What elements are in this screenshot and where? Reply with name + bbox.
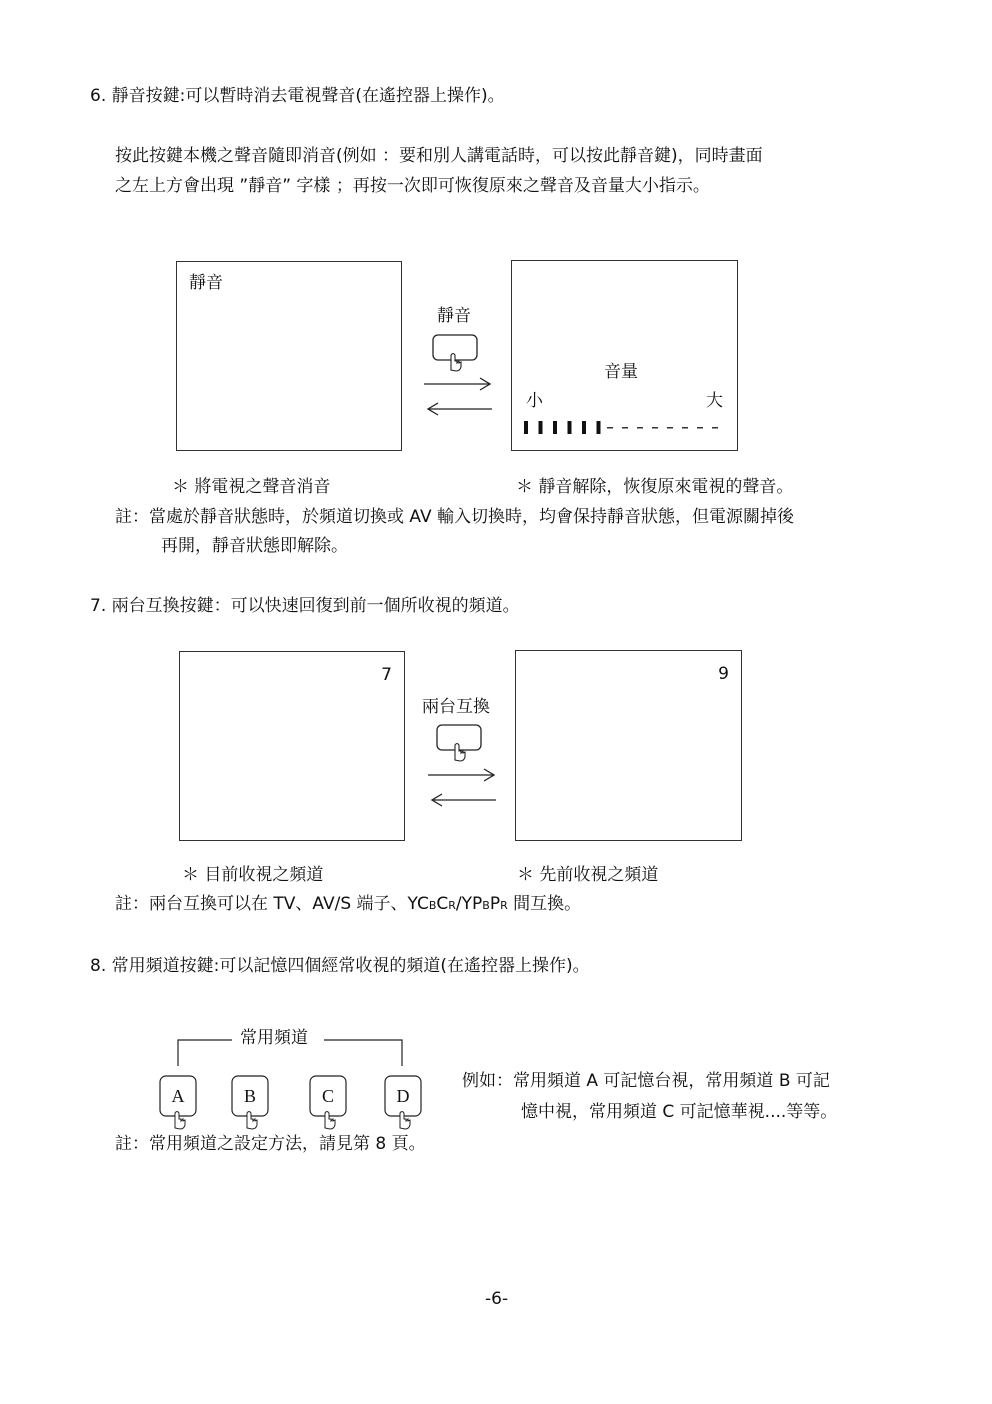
favorite-button-c[interactable] bbox=[309, 1075, 347, 1127]
note-text: 註：兩台互換可以在 TV、AV/S 端子、YC bbox=[115, 894, 429, 914]
tv-screen-volume bbox=[511, 260, 738, 451]
mute-button-icon[interactable] bbox=[432, 334, 482, 374]
note-sub: B bbox=[428, 899, 437, 912]
tv-screen-muted bbox=[176, 261, 402, 451]
volume-segment-empty bbox=[652, 427, 658, 429]
caption-current-channel: ＊ 目前收視之頻道 bbox=[182, 865, 324, 885]
volume-max-label: 大 bbox=[706, 391, 723, 411]
swap-arrows-icon bbox=[428, 767, 498, 807]
caption-mute-on: ＊ 將電視之聲音消音 bbox=[172, 477, 331, 497]
mute-button-label: 靜音 bbox=[437, 306, 471, 326]
volume-segment-empty bbox=[712, 427, 718, 429]
volume-title: 音量 bbox=[604, 362, 638, 382]
favorite-button-label: D bbox=[396, 1086, 410, 1106]
favorite-button-d[interactable] bbox=[384, 1075, 422, 1127]
volume-segment-empty bbox=[607, 427, 613, 429]
favorite-group-label: 常用頻道 bbox=[240, 1028, 308, 1048]
note-sub: R bbox=[500, 899, 508, 912]
volume-segment-filled bbox=[582, 421, 586, 434]
note-text: 間互換。 bbox=[507, 894, 582, 914]
section7-heading: 7. 兩台互換按鍵：可以快速回復到前一個所收視的頻道。 bbox=[90, 596, 520, 616]
page-number: -6- bbox=[485, 1289, 509, 1309]
volume-segment-filled bbox=[539, 421, 543, 434]
volume-segment-filled bbox=[553, 421, 557, 434]
favorite-button-b[interactable] bbox=[231, 1075, 269, 1127]
section8-example-line2: 憶中視，常用頻道 C 可記憶華視....等等。 bbox=[521, 1102, 838, 1122]
note-text: P bbox=[489, 894, 501, 914]
section8-example-line1: 例如：常用頻道 A 可記憶台視，常用頻道 B 可記 bbox=[462, 1071, 830, 1091]
section6-note-line2: 再開，靜音狀態即解除。 bbox=[161, 536, 348, 556]
section6-paragraph-line2: 之左上方會出現 ”靜音” 字樣 ；再按一次即可恢復原來之聲音及音量大小指示。 bbox=[115, 176, 710, 196]
volume-segment-empty bbox=[667, 427, 673, 429]
volume-segment-empty bbox=[622, 427, 628, 429]
volume-segment-filled bbox=[524, 421, 528, 434]
volume-segment-filled bbox=[597, 421, 601, 434]
swap-button-icon[interactable] bbox=[436, 724, 486, 764]
volume-segment-filled bbox=[568, 421, 572, 434]
previous-channel-number: 9 bbox=[718, 664, 729, 684]
tv-screen-previous-channel bbox=[515, 650, 742, 841]
note-text: C bbox=[436, 894, 449, 914]
section6-heading: 6. 靜音按鍵:可以暫時消去電視聲音(在遙控器上操作)。 bbox=[90, 86, 505, 106]
swap-button-label: 兩台互換 bbox=[422, 697, 490, 717]
volume-min-label: 小 bbox=[526, 391, 543, 411]
note-sub: R bbox=[448, 899, 456, 912]
current-channel-number: 7 bbox=[381, 665, 392, 685]
volume-segment-empty bbox=[682, 427, 688, 429]
note-text: /YP bbox=[455, 894, 483, 914]
volume-segments bbox=[524, 420, 729, 434]
tv-screen-current-channel bbox=[179, 651, 405, 841]
note-sub: B bbox=[482, 899, 490, 912]
caption-previous-channel: ＊ 先前收視之頻道 bbox=[517, 865, 659, 885]
section8-heading: 8. 常用頻道按鍵:可以記憶四個經常收視的頻道(在遙控器上操作)。 bbox=[90, 956, 590, 976]
section8-note: 註：常用頻道之設定方法，請見第 8 頁。 bbox=[115, 1134, 426, 1154]
section7-note bbox=[115, 893, 581, 917]
favorite-button-label: A bbox=[171, 1086, 185, 1106]
favorite-button-label: B bbox=[243, 1086, 256, 1106]
section6-paragraph-line1: 按此按鍵本機之聲音隨即消音(例如 ：要和別人講電話時，可以按此靜音鍵)，同時畫面 bbox=[115, 146, 763, 166]
favorite-button-label: C bbox=[321, 1086, 334, 1106]
swap-arrows-icon bbox=[424, 376, 494, 416]
section6-note-line1: 註：當處於靜音狀態時，於頻道切換或 AV 輸入切換時，均會保持靜音狀態，但電源關掉後 bbox=[115, 507, 794, 527]
volume-segment-empty bbox=[637, 427, 643, 429]
volume-bar bbox=[524, 419, 729, 433]
volume-segment-empty bbox=[697, 427, 703, 429]
caption-mute-off: ＊ 靜音解除，恢復原來電視的聲音。 bbox=[516, 477, 794, 497]
favorite-button-a[interactable] bbox=[159, 1075, 197, 1127]
mute-indicator-text: 靜音 bbox=[189, 273, 223, 293]
